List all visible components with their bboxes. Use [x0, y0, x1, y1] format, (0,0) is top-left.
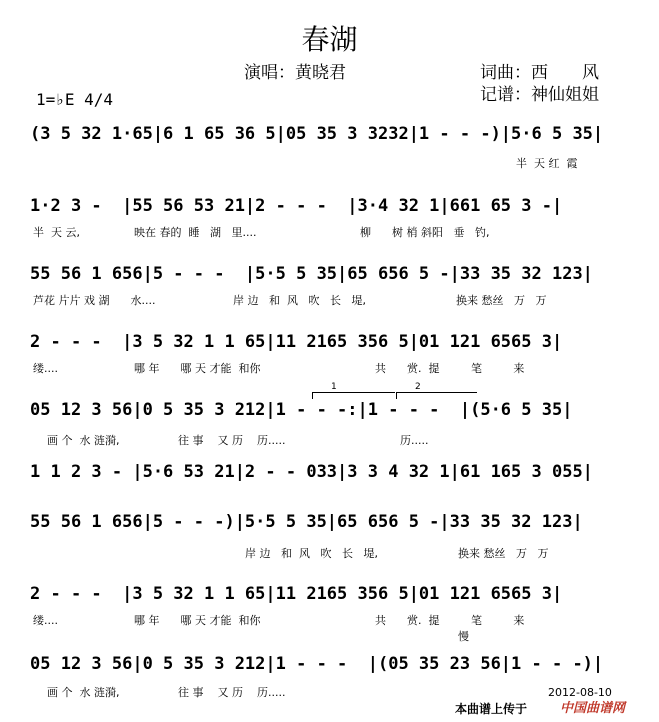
first-ending-number: 1 [331, 382, 337, 392]
score-row-8: 2 - - - |3 5 32 1 1 65|11 2165 356 5|01 121 6565 3| [30, 584, 563, 604]
lyric-line: 缕.... [33, 362, 58, 375]
lyric-line: 慢 [458, 630, 469, 643]
singer-credit: 演唱：黄晓君 [244, 63, 346, 83]
lyric-line: 半 天 红 霞 [516, 157, 578, 170]
upload-date: 2012-08-10 [548, 686, 612, 699]
score-row-7: 55 56 1 656|5 - - -)|5·5 5 35|65 656 5 -|33 35 32 123| [30, 512, 583, 532]
score-row-6: 1 1 2 3 - |5·6 53 21|2 - - 033|3 3 4 32 1|61 165 3 055| [30, 462, 593, 482]
second-ending-number: 2 [415, 382, 421, 392]
lyric-line: 缕.... [33, 614, 58, 627]
lyric-line: 芦花 片片 戏 湖 水.... [33, 294, 156, 307]
score-row-4: 2 - - - |3 5 32 1 1 65|11 2165 356 5|01 121 6565 3| [30, 332, 563, 352]
first-ending-bracket [312, 382, 395, 399]
lyric-line: 换来 愁丝 万 万 [456, 294, 547, 307]
score-row-3: 55 56 1 656|5 - - - |5·5 5 35|65 656 5 -|33 35 32 123| [30, 264, 593, 284]
lyric-line: 历..... [400, 434, 429, 447]
score-row-9: 05 12 3 56|0 5 35 3 212|1 - - - |(05 35 23 56|1 - - -)| [30, 654, 604, 674]
lyric-line: 哪 年 哪 天 才能 和你 [134, 614, 261, 627]
site-logo: 中国曲谱网 [560, 701, 626, 716]
lyric-line: 换来 愁丝 万 万 [458, 547, 549, 560]
transcriber-credit: 记谱：神仙姐姐 [480, 85, 599, 105]
lyric-line: 共 赏. 提 笔 来 [375, 362, 525, 375]
lyric-line: 往 事 又 历 历..... [178, 686, 286, 699]
lyric-line: 岸 边 和 风 吹 长 堤, [245, 547, 378, 560]
lyric-line: 柳 树 梢 斜阳 垂 钓, [360, 226, 490, 239]
lyric-line: 哪 年 哪 天 才能 和你 [134, 362, 261, 375]
score-row-1: (3 5 32 1·65|6 1 65 36 5|05 35 3 3232|1 - - -)|5·6 5 35| [30, 124, 604, 144]
lyric-line: 岸 边 和 风 吹 长 堤, [233, 294, 366, 307]
lyric-line: 共 赏. 提 笔 来 [375, 614, 525, 627]
score-row-2: 1·2 3 - |55 56 53 21|2 - - - |3·4 32 1|661 65 3 -| [30, 196, 563, 216]
lyric-line: 画 个 水 涟漪, [47, 434, 120, 447]
second-ending-bracket [396, 382, 477, 399]
lyric-line: 往 事 又 历 历..... [178, 434, 286, 447]
score-row-5: 05 12 3 56|0 5 35 3 212|1 - - -:|1 - - - |(5·6 5 35| [30, 400, 573, 420]
lyricist-credit: 词曲：西 风 [480, 63, 599, 83]
lyric-line: 映在 春的 睡 湖 里.... [134, 226, 257, 239]
lyric-line: 半 天 云, [33, 226, 80, 239]
lyric-line: 画 个 水 涟漪, [47, 686, 120, 699]
upload-note: 本曲谱上传于 [455, 702, 528, 716]
song-title: 春湖 [301, 23, 358, 56]
key-signature: 1=♭E 4/4 [36, 90, 114, 109]
